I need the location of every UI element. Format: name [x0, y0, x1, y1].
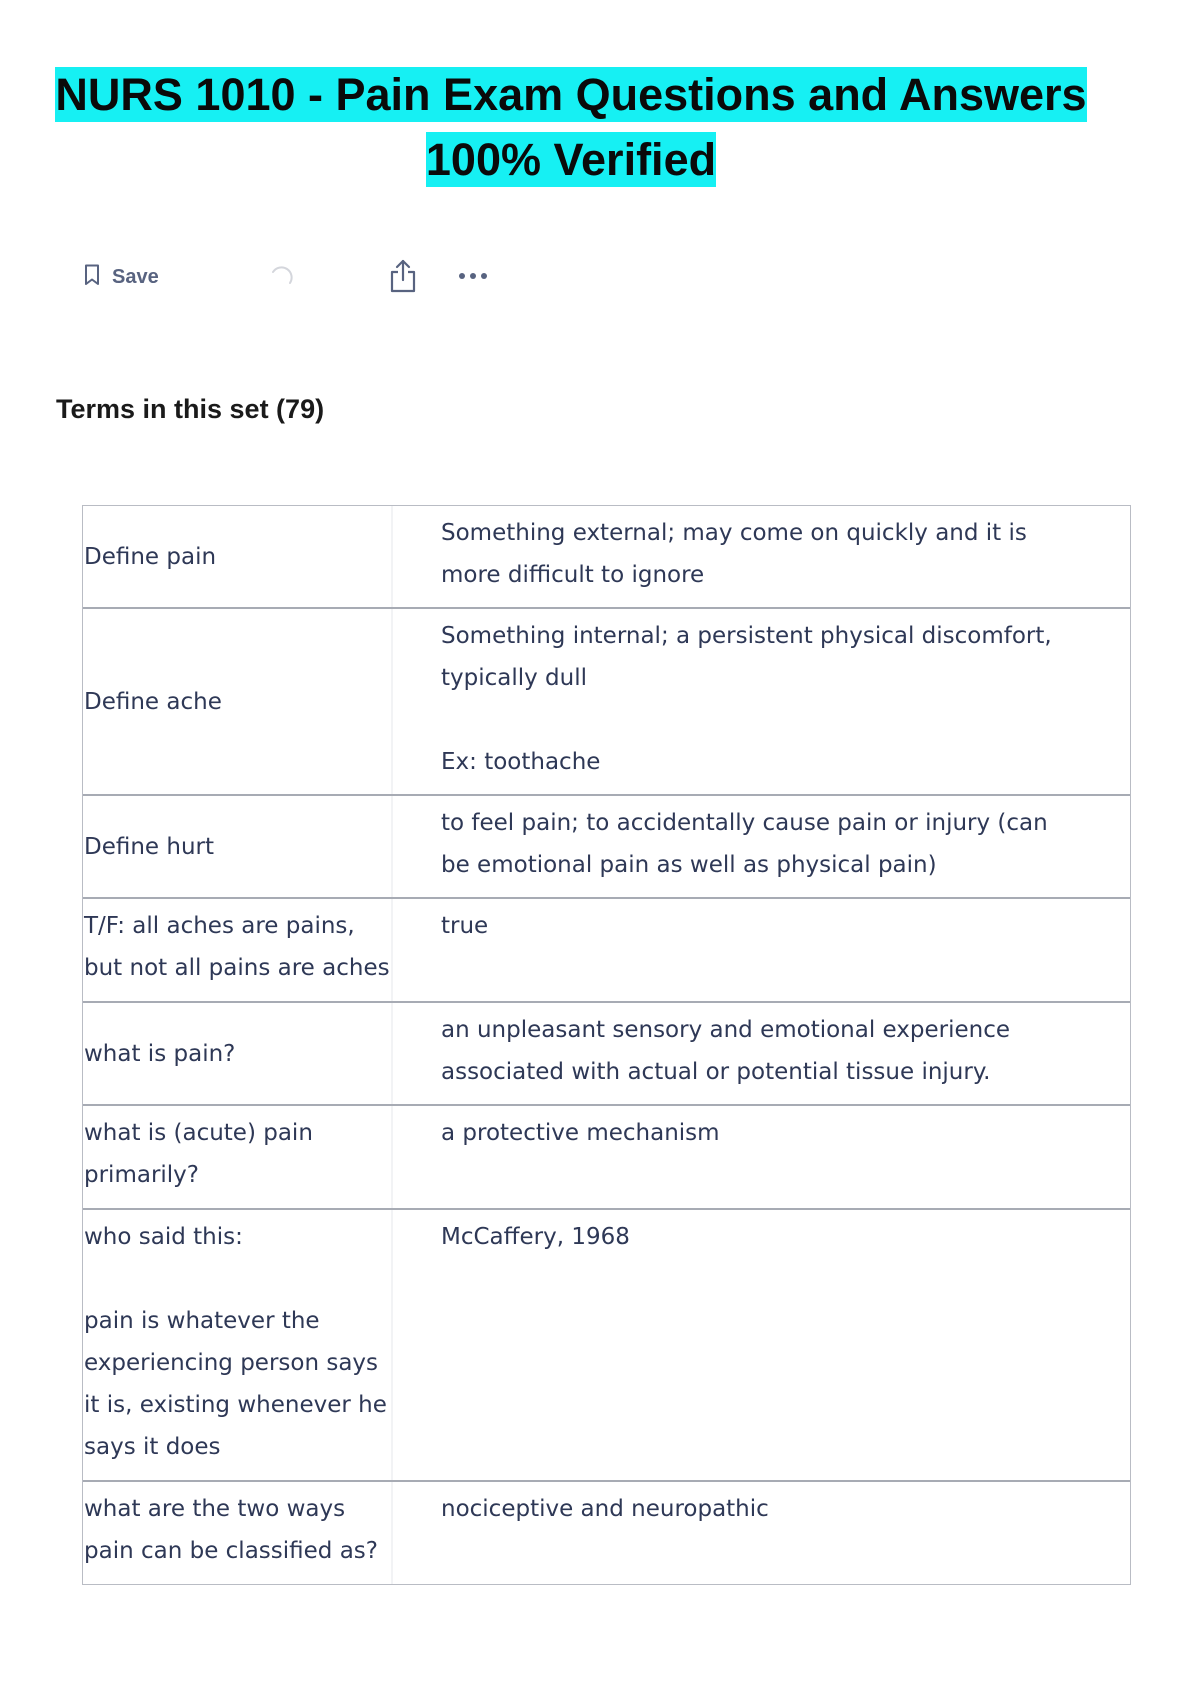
bookmark-icon [84, 264, 100, 291]
definition-text: an unpleasant sensory and emotional experience associated with actual or potential tissue injury. [441, 1017, 1011, 1085]
definition-text: a protective mechanism [441, 1120, 720, 1146]
terms-table [82, 505, 1131, 1585]
definition-text: McCaffery, 1968 [441, 1224, 630, 1250]
loading-spinner-icon [268, 266, 294, 292]
share-icon [388, 258, 418, 299]
term-text: Define pain [83, 506, 393, 607]
term-row[interactable] [83, 506, 1130, 609]
term-text: what is (acute) pain primarily? [83, 1106, 393, 1208]
toolbar [0, 262, 1200, 302]
page-title-line-2: 100% Verified [425, 134, 717, 185]
term-row[interactable] [83, 609, 1130, 796]
term-row[interactable] [83, 796, 1130, 899]
term-row[interactable] [83, 1003, 1130, 1106]
term-text: who said this: pain is whatever the experiencing person says it is, existing whenever he says it does [83, 1210, 393, 1480]
share-button[interactable] [388, 258, 418, 299]
term-text: what is pain? [83, 1003, 393, 1104]
definition-text: to feel pain; to accidentally cause pain or injury (can be emotional pain as well as physical pain) [441, 810, 1048, 878]
definition-text: Something internal; a persistent physical discomfort, typically dull Ex: toothache [441, 623, 1052, 775]
page-title [0, 62, 1142, 192]
save-label: Save [112, 266, 159, 288]
term-text: Define hurt [83, 796, 393, 897]
term-row[interactable] [83, 1210, 1130, 1482]
definition-text: Something external; may come on quickly and it is more difficult to ignore [441, 520, 1027, 588]
more-options-icon [458, 268, 488, 286]
terms-heading: Terms in this set (79) [56, 394, 325, 424]
term-row[interactable] [83, 1106, 1130, 1210]
save-button[interactable] [84, 264, 159, 291]
definition-text: true [441, 913, 489, 939]
term-text: Define ache [83, 609, 393, 794]
definition-text: nociceptive and neuropathic [441, 1496, 769, 1522]
page-title-line-1: NURS 1010 - Pain Exam Questions and Answers [55, 69, 1087, 120]
term-text: what are the two ways pain can be classified as? [83, 1482, 393, 1584]
term-row[interactable] [83, 1482, 1130, 1584]
term-row[interactable] [83, 899, 1130, 1003]
term-text: T/F: all aches are pains, but not all pains are aches [83, 899, 393, 1001]
more-options-button[interactable] [458, 268, 488, 286]
